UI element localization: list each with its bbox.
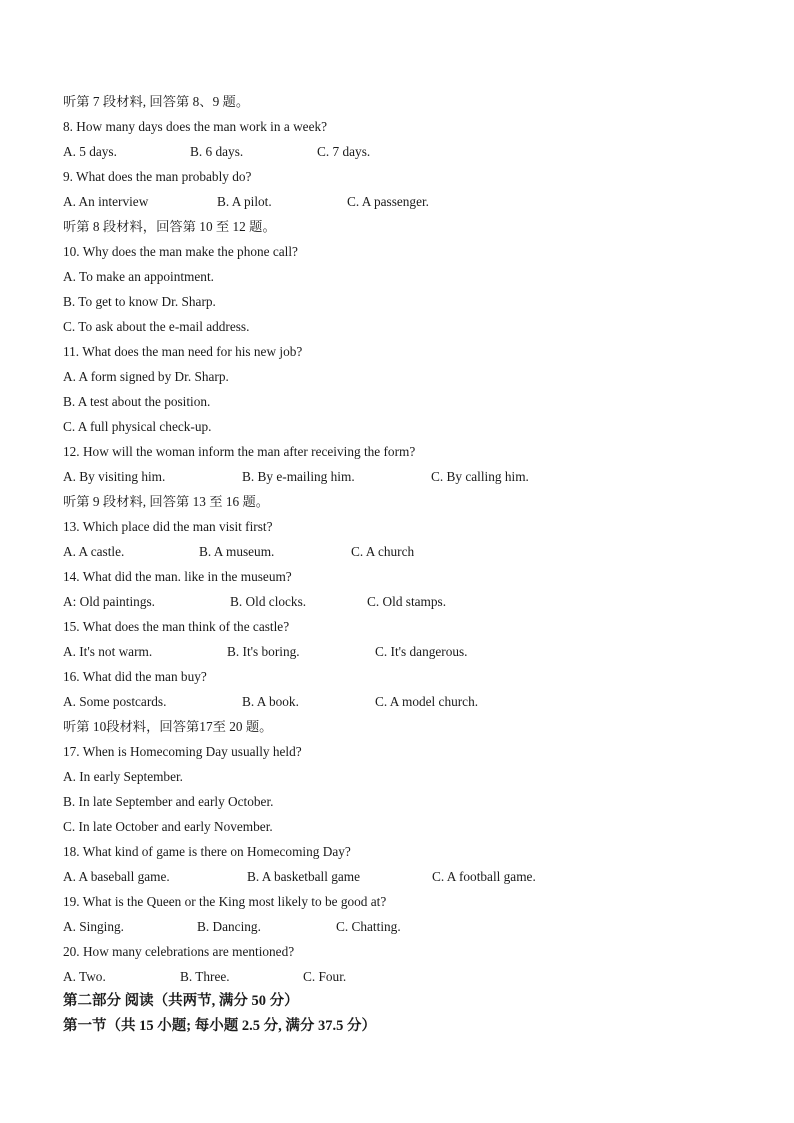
- option-c: C. 7 days.: [317, 144, 371, 159]
- option-b: B. 6 days.: [190, 144, 244, 159]
- section-heading-8: 听第 8 段材料，回答第 10 至 12 题。: [63, 219, 276, 234]
- option-b: B. A pilot.: [217, 194, 272, 209]
- option-b: B. By e-mailing him.: [242, 469, 355, 484]
- options-13: [63, 539, 763, 564]
- option-b: B. It's boring.: [227, 644, 300, 659]
- options-16: [63, 689, 763, 714]
- option-c: C. Chatting.: [336, 919, 401, 934]
- option-b: B. A basketball game: [247, 869, 361, 884]
- question-15: 15. What does the man think of the castle?: [63, 619, 290, 634]
- option-c: C. A passenger.: [347, 194, 429, 209]
- options-19: [63, 914, 763, 939]
- option-11c: C. A full physical check-up.: [63, 419, 212, 434]
- line-0: 听第 7 段材料, 回答第 8、9 题。: [63, 94, 250, 109]
- option-11a: A. A form signed by Dr. Sharp.: [63, 369, 229, 384]
- option-a: A. A baseball game.: [63, 869, 170, 884]
- options-14: [63, 589, 763, 614]
- question-17: 17. When is Homecoming Day usually held?: [63, 744, 302, 759]
- question-19: 19. What is the Queen or the King most likely to be good at?: [63, 894, 387, 909]
- option-17a: A. In early September.: [63, 769, 184, 784]
- option-c: C. A model church.: [375, 694, 479, 709]
- section-heading-10: 听第 10段材料，回答第17至 20 题。: [63, 719, 273, 734]
- option-c: C. It's dangerous.: [375, 644, 468, 659]
- question-14: 14. What did the man. like in the museum?: [63, 569, 292, 584]
- question-20: 20. How many celebrations are mentioned?: [63, 944, 295, 959]
- question-10: 10. Why does the man make the phone call?: [63, 244, 298, 259]
- exam-page: [63, 89, 763, 1039]
- option-c: C. By calling him.: [431, 469, 529, 484]
- options-20: [63, 964, 763, 989]
- option-a: A. Two.: [63, 969, 106, 984]
- option-b: B. Old clocks.: [230, 594, 307, 609]
- options-15: [63, 639, 763, 664]
- option-a: A. A castle.: [63, 544, 125, 559]
- option-b: B. A museum.: [199, 544, 275, 559]
- option-17b: B. In late September and early October.: [63, 794, 274, 809]
- part-two-heading: 第二部分 阅读（共两节, 满分 50 分）: [63, 993, 299, 1009]
- option-a: A. 5 days.: [63, 144, 117, 159]
- option-b: B. Three.: [180, 969, 230, 984]
- question-8: 8. How many days does the man work in a week?: [63, 119, 328, 134]
- options-12: [63, 464, 763, 489]
- section-heading-9: 听第 9 段材料, 回答第 13 至 16 题。: [63, 494, 270, 509]
- option-17c: C. In late October and early November.: [63, 819, 273, 834]
- question-18: 18. What kind of game is there on Homecoming Day?: [63, 844, 351, 859]
- option-c: C. Old stamps.: [367, 594, 447, 609]
- option-b: B. A book.: [242, 694, 299, 709]
- option-a: A. By visiting him.: [63, 469, 166, 484]
- option-c: C. Four.: [303, 969, 347, 984]
- question-12: 12. How will the woman inform the man after receiving the form?: [63, 444, 416, 459]
- option-a: A. Some postcards.: [63, 694, 167, 709]
- question-9: 9. What does the man probably do?: [63, 169, 252, 184]
- question-16: 16. What did the man buy?: [63, 669, 207, 684]
- option-a: A. An interview: [63, 194, 149, 209]
- option-10a: A. To make an appointment.: [63, 269, 214, 284]
- option-10b: B. To get to know Dr. Sharp.: [63, 294, 216, 309]
- option-a: A. Singing.: [63, 919, 124, 934]
- option-c: C. A football game.: [432, 869, 536, 884]
- option-b: B. Dancing.: [197, 919, 261, 934]
- option-a: A. It's not warm.: [63, 644, 153, 659]
- option-a: A: Old paintings.: [63, 594, 155, 609]
- option-11b: B. A test about the position.: [63, 394, 211, 409]
- question-13: 13. Which place did the man visit first?: [63, 519, 273, 534]
- options-8: [63, 139, 763, 164]
- options-18: [63, 864, 763, 889]
- option-c: C. A church: [351, 544, 415, 559]
- section-one-heading: 第一节（共 15 小题; 每小题 2.5 分, 满分 37.5 分）: [63, 1018, 376, 1034]
- options-9: [63, 189, 763, 214]
- question-11: 11. What does the man need for his new job?: [63, 344, 303, 359]
- option-10c: C. To ask about the e-mail address.: [63, 319, 250, 334]
